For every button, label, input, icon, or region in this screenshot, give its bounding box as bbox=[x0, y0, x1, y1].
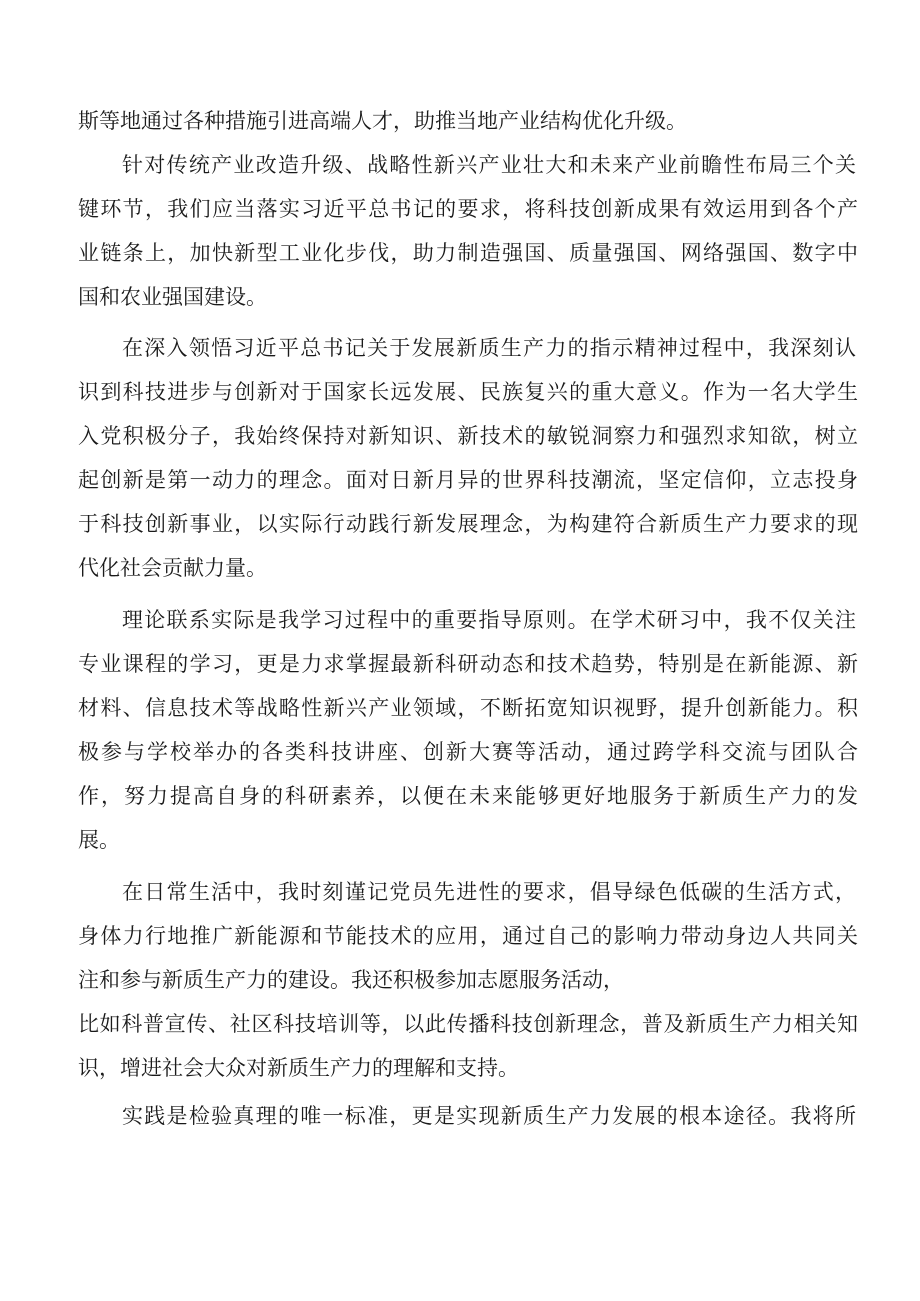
text-line: 起创新是第一动力的理念。面对日新月异的世界科技潮流，坚定信仰，立志投身 bbox=[78, 468, 858, 492]
text-line: 在深入领悟习近平总书记关于发展新质生产力的指示精神过程中，我深刻认 bbox=[122, 336, 856, 360]
text-line: 针对传统产业改造升级、战略性新兴产业壮大和未来产业前瞻性布局三个关 bbox=[122, 153, 856, 177]
text-line: 极参与学校举办的各类科技讲座、创新大赛等活动，通过跨学科交流与团队合 bbox=[78, 740, 858, 764]
text-line: 国和农业强国建设。 bbox=[78, 285, 267, 309]
text-line: 专业课程的学习，更是力求掌握最新科研动态和技术趋势，特别是在新能源、新 bbox=[78, 652, 858, 676]
text-line: 识到科技进步与创新对于国家长远发展、民族复兴的重大意义。作为一名大学生 bbox=[78, 380, 858, 404]
text-line: 业链条上，加快新型工业化步伐，助力制造强国、质量强国、网络强国、数字中 bbox=[78, 241, 858, 265]
text-line: 作，努力提高自身的科研素养，以便在未来能够更好地服务于新质生产力的发 bbox=[78, 784, 858, 808]
text-line: 入党积极分子，我始终保持对新知识、新技术的敏锐洞察力和强烈求知欲，树立 bbox=[78, 424, 858, 448]
text-line: 身体力行地推广新能源和节能技术的应用，通过自己的影响力带动身边人共同关 bbox=[78, 924, 858, 948]
text-line: 实践是检验真理的唯一标准，更是实现新质生产力发展的根本途径。我将所 bbox=[122, 1104, 856, 1128]
text-line: 键环节，我们应当落实习近平总书记的要求，将科技创新成果有效运用到各个产 bbox=[78, 197, 858, 221]
text-line: 在日常生活中，我时刻谨记党员先进性的要求，倡导绿色低碳的生活方式， bbox=[122, 880, 856, 904]
text-line: 展。 bbox=[78, 828, 120, 852]
text-line: 代化社会贡献力量。 bbox=[78, 556, 267, 580]
text-line: 注和参与新质生产力的建设。我还积极参加志愿服务活动， bbox=[78, 968, 624, 992]
text-line: 理论联系实际是我学习过程中的重要指导原则。在学术研习中，我不仅关注 bbox=[122, 608, 856, 632]
text-line: 比如科普宣传、社区科技培训等，以此传播科技创新理念，普及新质生产力相关知 bbox=[78, 1012, 858, 1036]
text-line: 材料、信息技术等战略性新兴产业领域，不断拓宽知识视野，提升创新能力。积 bbox=[78, 696, 858, 720]
text-line: 于科技创新事业，以实际行动践行新发展理念，为构建符合新质生产力要求的现 bbox=[78, 512, 858, 536]
text-line: 识，增进社会大众对新质生产力的理解和支持。 bbox=[78, 1056, 519, 1080]
text-line: 斯等地通过各种措施引进高端人才，助推当地产业结构优化升级。 bbox=[78, 109, 687, 133]
